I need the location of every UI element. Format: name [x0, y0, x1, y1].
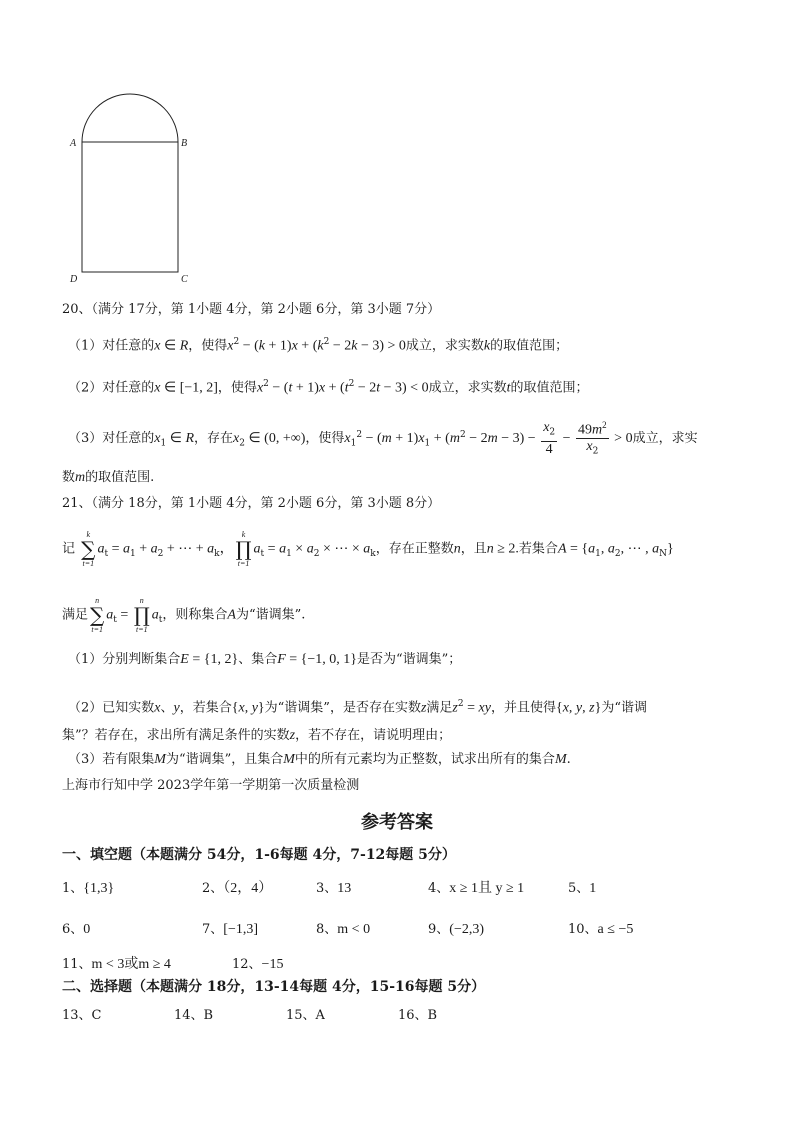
- q21-part2-cont: 集”？若存在，求出所有满足条件的实数z，若不存在，请说明理由；: [62, 728, 452, 743]
- choice-answer-item: [398, 1004, 437, 1023]
- section-fill-in: 一、填空题（本题满分 54分，1-6每题 4分，7-12每题 5分）: [62, 847, 456, 863]
- fill-answer-item: [202, 918, 258, 938]
- fill-answer-item: [568, 918, 633, 938]
- q20-header: 20、（满分 17分，第 1小题 4分，第 2小题 6分，第 3小题 7分）: [62, 302, 441, 317]
- q21-part1: （1）分别判断集合E = {1, 2}、集合F = {−1, 0, 1}是否为“谐调集”；: [68, 652, 462, 667]
- q21-part3: （3）若有限集M为“谐调集”，且集合M中的所有元素均为正整数，试求出所有的集合M.: [68, 752, 571, 767]
- choice-answer-item: [286, 1004, 325, 1023]
- answer-value: (−2,3): [449, 922, 485, 937]
- answer-value: a ≤ −5: [597, 922, 634, 937]
- fill-answer-item: [62, 877, 114, 897]
- answer-value: B: [203, 1008, 214, 1023]
- answer-value: x ≥ 1且 y ≥ 1: [449, 881, 525, 896]
- fill-answer-item: [62, 918, 90, 938]
- q21-header: 21、（满分 18分，第 1小题 4分，第 2小题 6分，第 3小题 8分）: [62, 496, 441, 511]
- answer-number: 8、: [316, 922, 338, 937]
- answer-number: 10、: [568, 922, 598, 937]
- q20-part3: （3）对任意的$x_1$ ∈ R，存在$x_2$ ∈ (0, +∞)，使得$x_1^2 - (m + 1)x_1 + (m^2 - 2m - 3)$ − $\frac{x_2}{4}$ − $\frac{49m^2}{x_2}$ > 0成立，求实: [68, 420, 698, 457]
- answer-value: 13: [337, 881, 352, 896]
- label-a: A: [70, 138, 77, 149]
- answer-number: 7、: [202, 922, 224, 937]
- answer-value: m < 0: [337, 922, 371, 937]
- school-line: 上海市行知中学 2023学年第一学期第一次质量检测: [62, 778, 360, 793]
- fill-answer-item: [232, 953, 283, 973]
- section-choice: 二、选择题（本题满分 18分，13-14每题 4分，15-16每题 5分）: [62, 979, 486, 995]
- geometry-figure: [62, 92, 202, 292]
- answer-number: 2、: [202, 881, 224, 896]
- fill-answer-item: [62, 953, 171, 973]
- answer-number: 3、: [316, 881, 338, 896]
- answer-value: 1: [589, 881, 597, 896]
- fill-answer-item: [568, 877, 596, 897]
- answers-title: 参考答案: [361, 812, 433, 833]
- label-b: B: [181, 138, 188, 149]
- q21-part2: （2）已知实数x、y，若集合{x, y}为“谐调集”，是否存在实数z满足$z^2$ = xy，并且使得{x, y, z}为“谐调: [68, 699, 647, 716]
- answer-number: 5、: [568, 881, 590, 896]
- answer-number: 11、: [62, 957, 92, 972]
- choice-answer-item: [62, 1004, 102, 1023]
- fill-answer-item: [202, 877, 272, 897]
- answer-value: {1,3}: [83, 881, 115, 896]
- answer-value: [−1,3]: [223, 922, 259, 937]
- answer-value: 0: [83, 922, 91, 937]
- answer-number: 4、: [428, 881, 450, 896]
- answer-value: C: [91, 1008, 102, 1023]
- answer-number: 6、: [62, 922, 84, 937]
- answer-number: 14、: [174, 1008, 204, 1023]
- answer-value: m < 3或m ≥ 4: [91, 957, 171, 972]
- answer-number: 15、: [286, 1008, 316, 1023]
- label-d: D: [70, 274, 78, 285]
- answer-value: A: [315, 1008, 325, 1023]
- choice-answer-item: [174, 1004, 213, 1023]
- answer-value: −15: [261, 957, 284, 972]
- label-c: C: [181, 274, 188, 285]
- answer-number: 1、: [62, 881, 84, 896]
- fill-answer-item: [316, 918, 370, 938]
- q20-part3-cont: 数m的取值范围.: [62, 470, 155, 485]
- answer-number: 13、: [62, 1008, 92, 1023]
- answer-value: B: [427, 1008, 438, 1023]
- q21-satisfy: 满足 n ∑ t=1 $a_t$ = n ∏ t=1 $a_t$，则称集合A为“谐调集”.: [62, 596, 306, 634]
- answer-value: （2，4）: [223, 881, 273, 896]
- fill-answer-item: [428, 918, 484, 938]
- q20-part1: （1）对任意的x ∈ R，使得$x^2 - (k + 1)x + (k^2 - 2k - 3) > 0$成立，求实数k的取值范围；: [68, 337, 569, 354]
- q21-definition: 记 k ∑ t=1 $a_t = a_1 + a_2$ + ⋯ + $a_k$， k ∏ t=1 $a_t = a_1 \times a_2$ × ⋯ × $a_k$，存在正整数n，且n ≥ 2.若集合$A = \{a_1$, $a_2$, ⋯ , $a_N$}: [62, 530, 674, 568]
- answer-number: 12、: [232, 957, 262, 972]
- fill-answer-item: [316, 877, 351, 897]
- answer-number: 9、: [428, 922, 450, 937]
- answer-number: 16、: [398, 1008, 428, 1023]
- q20-part2: （2）对任意的x ∈ [−1, 2]，使得$x^2 - (t + 1)x + (t^2 - 2t - 3) < 0$成立，求实数t的取值范围；: [68, 379, 589, 396]
- fill-answer-item: [428, 877, 524, 897]
